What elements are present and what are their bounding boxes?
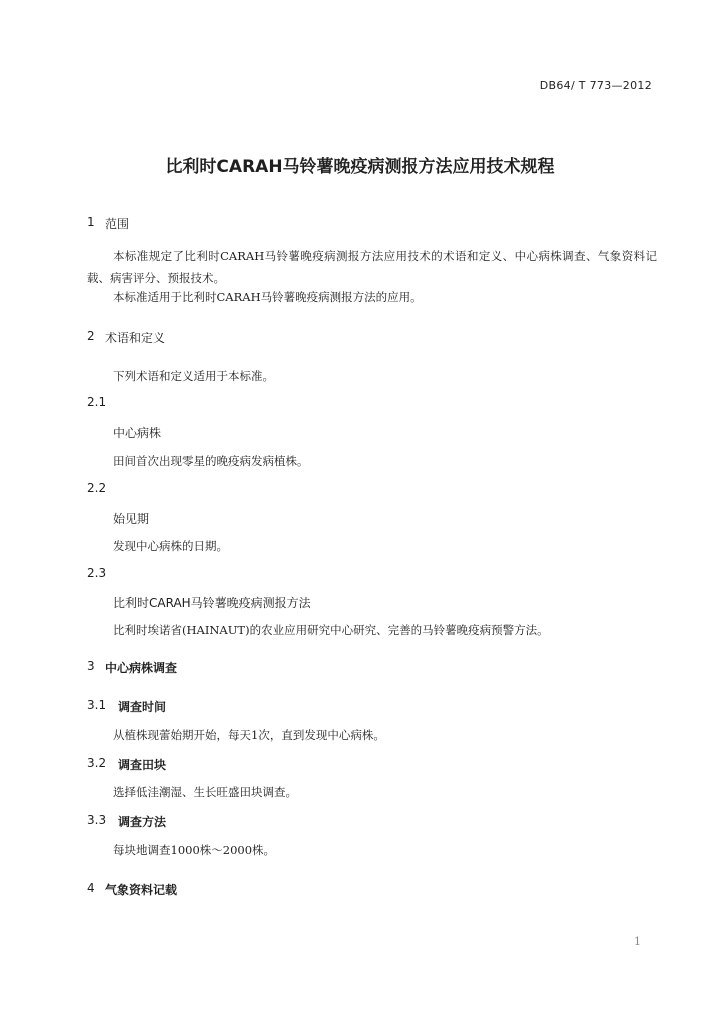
- term-2-1-name: 中心病株: [113, 426, 162, 440]
- section-2-heading: 术语和定义: [105, 331, 166, 345]
- section-4-number: 4: [87, 881, 95, 895]
- subsection-3-1-text: 从植株现蕾始期开始，每天1次，直到发现中心病株。: [113, 728, 385, 742]
- subsection-3-1-heading: 调查时间: [118, 700, 167, 714]
- section-4-heading: 气象资料记载: [105, 883, 178, 897]
- section-1-paragraph-1: 本标准规定了比利时CARAH马铃薯晚疫病测报方法应用技术的术语和定义、中心病株调查、气象资料记载、病害评分、预报技术。: [87, 249, 657, 285]
- subsection-3-3-text: 每块地调查1000株～2000株。: [113, 843, 276, 857]
- section-1-number: 1: [87, 215, 95, 229]
- term-2-3-definition: 比利时埃诺省(HAINAUT)的农业应用研究中心研究、完善的马铃薯晚疫病预警方法。: [113, 623, 549, 637]
- section-2-intro: 下列术语和定义适用于本标准。: [113, 369, 274, 383]
- subsection-3-3-number: 3.3: [87, 813, 107, 827]
- section-3-heading: 中心病株调查: [105, 661, 178, 675]
- section-1-heading: 范围: [105, 217, 130, 231]
- standard-number: DB64/ T 773—2012: [539, 79, 652, 92]
- section-2-number: 2: [87, 329, 95, 343]
- section-3-number: 3: [87, 659, 95, 673]
- term-2-1-definition: 田间首次出现零星的晚疫病发病植株。: [113, 454, 309, 468]
- page-marker: 1: [634, 935, 641, 948]
- term-2-2-definition: 发现中心病株的日期。: [113, 539, 228, 553]
- term-2-2-number: 2.2: [87, 481, 107, 495]
- subsection-3-2-heading: 调查田块: [118, 758, 167, 772]
- term-2-2-name: 始见期: [113, 512, 150, 526]
- term-2-3-name: 比利时CARAH马铃薯晚疫病测报方法: [113, 596, 311, 610]
- term-2-1-number: 2.1: [87, 395, 107, 409]
- section-1-paragraph-2: 本标准适用于比利时CARAH马铃薯晚疫病测报方法的应用。: [113, 290, 422, 304]
- term-2-3-number: 2.3: [87, 566, 107, 580]
- subsection-3-3-heading: 调查方法: [118, 815, 167, 829]
- subsection-3-2-text: 选择低洼潮湿、生长旺盛田块调查。: [113, 785, 297, 799]
- document-title: 比利时CARAH马铃薯晚疫病测报方法应用技术规程: [165, 157, 555, 177]
- subsection-3-1-number: 3.1: [87, 698, 107, 712]
- subsection-3-2-number: 3.2: [87, 756, 107, 770]
